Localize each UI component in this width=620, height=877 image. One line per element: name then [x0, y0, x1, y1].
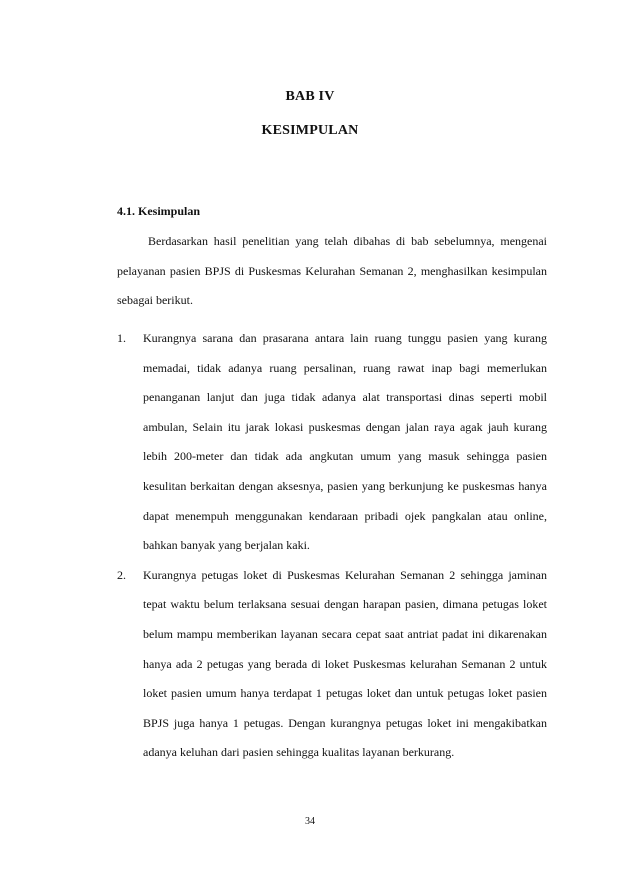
intro-paragraph: Berdasarkan hasil penelitian yang telah dibahas di bab sebelumnya, mengenai pelayanan pasien BPJS di Puskesmas Kelurahan Semanan 2, menghasilkan kesimpulan sebagai berikut.	[117, 234, 547, 308]
conclusion-list	[117, 324, 547, 768]
list-item	[117, 561, 547, 768]
list-item-number: 1.	[117, 331, 126, 345]
chapter-title: BAB IV	[285, 89, 335, 104]
chapter-subtitle: KESIMPULAN	[261, 123, 359, 138]
section-heading: 4.1. Kesimpulan	[117, 204, 201, 218]
list-item	[117, 324, 547, 561]
page-number: 34	[305, 816, 315, 827]
list-item-text: Kurangnya sarana dan prasarana antara lain ruang tunggu pasien yang kurang memadai, tidak adanya ruang persalinan, ruang rawat inap bagi memerlukan penanganan lanjut dan juga tidak adanya alat transportasi dinas seperti mobil ambulan, Selain itu jarak lokasi puskesmas dengan jalan raya agak jauh kurang lebih 200-meter dan tidak ada angkutan umum yang masuk sehingga pasien kesulitan berkaitan dengan aksesnya, pasien yang berkunjung ke puskesmas hanya dapat menempuh menggunakan kendaraan pribadi ojek pangkalan atau online, bahkan banyak yang berjalan kaki.	[143, 331, 547, 553]
list-item-number: 2.	[117, 567, 126, 582]
list-item-text: Kurangnya petugas loket di Puskesmas Kelurahan Semanan 2 sehingga jaminan tepat waktu belum terlaksana sesuai dengan harapan pasien, dimana petugas loket belum mampu memberikan layanan secara cepat saat antriat padat ini dikarenakan hanya ada 2 petugas yang berada di loket Puskesmas kelurahan Semanan 2 untuk loket pasien umum hanya terdapat 1 petugas loket dan untuk petugas loket pasien BPJS juga hanya 1 petugas. Dengan kurangnya petugas loket ini mengakibatkan adanya keluhan dari pasien sehingga kualitas layanan berkurang.	[143, 567, 547, 760]
